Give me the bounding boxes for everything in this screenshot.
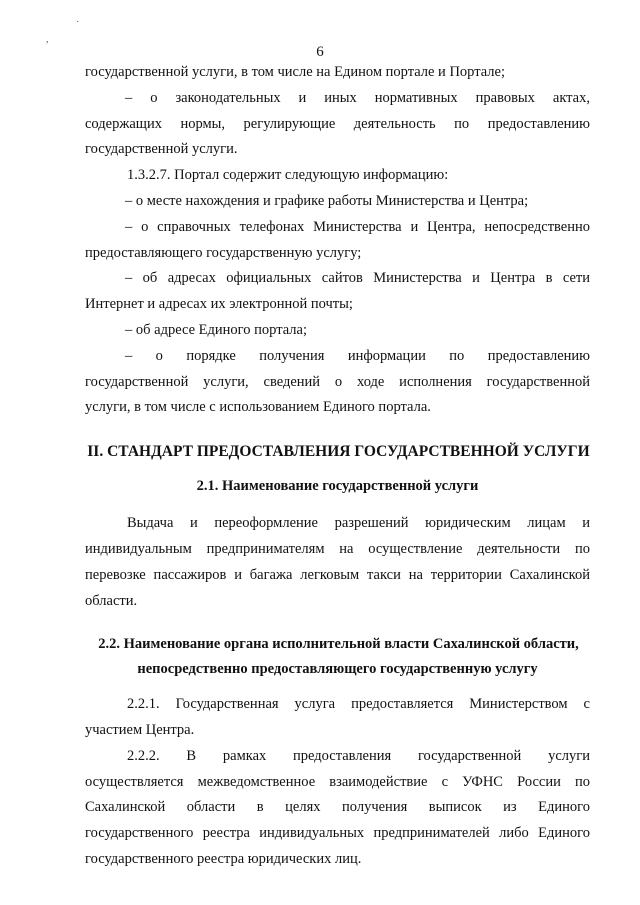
subsection-heading: 2.1. Наименование государственной услуги (196, 478, 479, 495)
text-line: государственного реестра индивидуальных предпринимателей либо Единого (85, 825, 590, 842)
text-line: – об адресах официальных сайтов Министерства и Центра в сети (125, 270, 590, 287)
subsection-heading: непосредственно предоставляющего государственную услугу (137, 661, 538, 678)
text-line: области. (85, 592, 138, 609)
text-line: – о порядке получения информации по предоставлению (125, 347, 590, 364)
section-heading: II. СТАНДАРТ ПРЕДОСТАВЛЕНИЯ ГОСУДАРСТВЕННОЙ УСЛУГИ (87, 443, 590, 461)
text-line: государственной услуги, сведений о ходе исполнения государственной (85, 373, 590, 390)
scan-artifact-mark: ˙ (76, 20, 80, 31)
document-body (85, 60, 590, 873)
text-line: индивидуальным предпринимателям на осуществление деятельности по (85, 540, 590, 557)
text-line: перевозке пассажиров и багажа легковым такси на территории Сахалинской (85, 566, 590, 583)
text-line: Сахалинской области в целях получения выписок из Единого (85, 799, 590, 816)
text-line: участием Центра. (85, 721, 195, 738)
text-line: услуги, в том числе с использованием Единого портала. (85, 399, 431, 416)
text-line: осуществляется межведомственное взаимодействие с УФНС России по (85, 773, 590, 790)
text-line: государственного реестра юридических лиц. (85, 850, 362, 867)
page-number: 6 (316, 44, 324, 60)
subsection-heading: 2.2. Наименование органа исполнительной власти Сахалинской области, (98, 636, 579, 653)
text-line: Интернет и адресах их электронной почты; (85, 296, 353, 313)
text-line: 2.2.1. Государственная услуга предоставляется Министерством с (127, 696, 590, 713)
text-line: – о месте нахождения и графике работы Министерства и Центра; (125, 192, 529, 209)
text-line: содержащих нормы, регулирующие деятельность по предоставлению (85, 115, 590, 132)
scan-artifact-mark: , (46, 34, 49, 45)
text-line: – о справочных телефонах Министерства и Центра, непосредственно (125, 218, 590, 235)
text-line: – об адресе Единого портала; (125, 321, 307, 338)
text-line: 1.3.2.7. Портал содержит следующую информацию: (127, 167, 449, 184)
text-line: государственной услуги, в том числе на Едином портале и Портале; (85, 64, 506, 80)
text-line: предоставляющего государственную услугу; (85, 244, 362, 261)
text-line: Выдача и переоформление разрешений юридическим лицам и (127, 515, 590, 532)
text-line: 2.2.2. В рамках предоставления государственной услуги (127, 747, 590, 764)
text-line: – о законодательных и иных нормативных правовых актах, (125, 89, 590, 106)
text-line: государственной услуги. (85, 141, 238, 158)
